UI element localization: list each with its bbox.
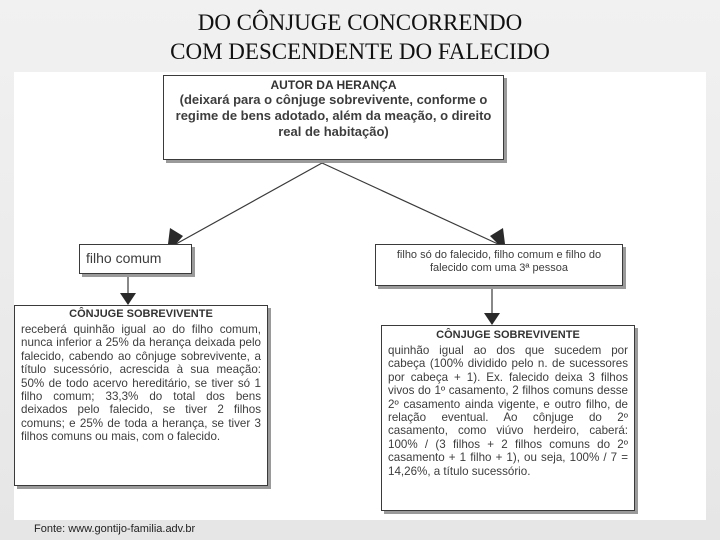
filho-so-do-falecido-label: filho só do falecido, filho comum e filho do falecido com uma 3ª pessoa: [396, 249, 602, 274]
conjuge-left-text: receberá quinhão igual ao do filho comum, nunca inferior a 25% da herança deixada pelo falecido, cabendo ao cônjuge sobrevivente, a título sucessório, acrescida à sua meação: 50% de todo acervo hereditário, se tiver só 1 filho comum; 33,3% do total dos bens deixados pelo falecido, se tiver 2 filhos comuns; e 25% de toda a herança, se tiver 3 filhos comuns ou mais, com o falecido.: [21, 323, 261, 444]
autor-da-heranca-box: [163, 75, 504, 160]
filho-so-do-falecido-box: [375, 244, 623, 286]
filho-comum-box: [79, 244, 192, 274]
arrowhead-conjuge-left: [120, 293, 136, 305]
autor-da-heranca-text: (deixará para o cônjuge sobrevivente, conforme o regime de bens adotado, além da meação, o direito real de habitação): [175, 92, 492, 139]
conjuge-sobrevivente-right-box: [381, 325, 635, 511]
connector-root-to-filho-comum: [176, 163, 322, 244]
conjuge-right-text: quinhão igual ao dos que sucedem por cabeça (100% dividido pelo n. de sucessores por cabeça + 1). Ex. falecido deixa 3 filhos vivos do 1º casamento, 2 filhos comuns desse 2º casamento ainda vigente, e outro filho, de relação eventual. Ao cônjuge do 2º casamento, como viúvo herdeiro, caberá: 100% / (3 filhos + 2 filhos comuns do 2º casamento + 1 filho + 1), ou seja, 100% / 7 = 14,26%, a título sucessório.: [388, 344, 628, 478]
connector-root-to-filho-so: [322, 163, 498, 244]
conjuge-left-heading: CÔNJUGE SOBREVIVENTE: [69, 308, 213, 320]
arrowhead-conjuge-right: [484, 313, 500, 325]
conjuge-right-heading: CÔNJUGE SOBREVIVENTE: [436, 329, 580, 341]
title-line-2: COM DESCENDENTE DO FALECIDO: [170, 39, 550, 64]
source-footer: Fonte: www.gontijo-familia.adv.br: [34, 523, 196, 535]
filho-comum-label: filho comum: [86, 250, 162, 266]
conjuge-sobrevivente-left-box: [14, 305, 268, 486]
title-line-1: DO CÔNJUGE CONCORRENDO: [197, 10, 523, 35]
autor-da-heranca-heading: AUTOR DA HERANÇA: [270, 78, 397, 92]
